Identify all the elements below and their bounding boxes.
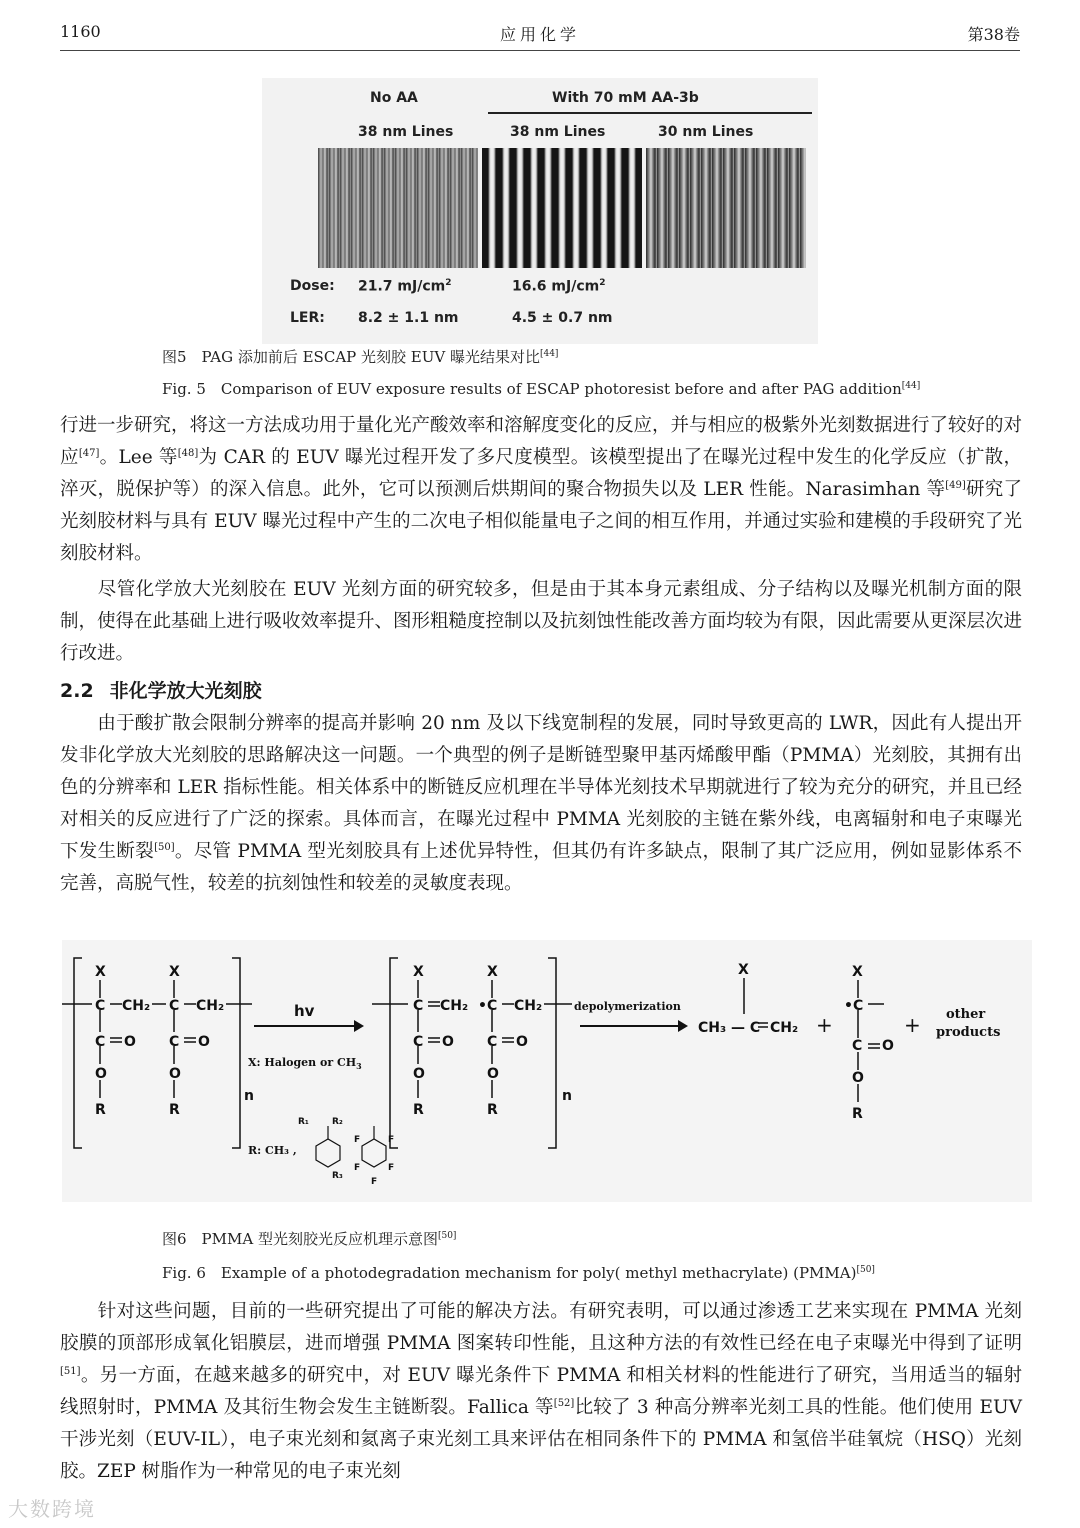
svg-text:R₁: R₁ — [298, 1117, 309, 1127]
svg-text:O: O — [198, 1034, 210, 1050]
svg-text:O: O — [852, 1070, 864, 1086]
paragraph-3: 由于酸扩散会限制分辨率的提高并影响 20 nm 及以下线宽制程的发展，同时导致更高的 LWR，因此有人提出开发非化学放大光刻胶的思路解决这一问题。一个典型的例子是断链型聚甲基丙烯酸甲酯（PMMA）光刻胶，其拥有出色的分辨率和 LER 指标性能。相关体系中的断链反应机理在半导体光刻技术早期就进行了较为充分的研究，并且已经对相关的反应进行了广泛的探索。具体而言，在曝光过程中 PMMA 光刻胶的主链在紫外线，电离辐射和电子束曝光下发生断裂[50]。尽管 PMMA 型光刻胶具有上述优异特性，但其仍有许多缺点，限制了其广泛应用，例如显影体系不完善，高脱气性，较差的抗刻蚀性和较差的灵敏度表现。 — [60, 713, 1022, 894]
svg-text:C: C — [413, 998, 424, 1014]
svg-text:X: X — [413, 964, 424, 980]
svg-text:C: C — [487, 1034, 498, 1050]
r-definition: R: CH₃ , — [248, 1144, 297, 1157]
svg-text:CH₂: CH₂ — [440, 998, 469, 1014]
svg-text:other: other — [946, 1007, 986, 1022]
paragraph-1: 行进一步研究，将这一方法成功用于量化光产酸效率和溶解度变化的反应，并与相应的极紫外光刻数据进行了较好的对应[47]。Lee 等[48]为 CAR 的 EUV 曝光过程开发了多尺度模型。该模型提出了在曝光过程中发生的化学反应（扩散，淬灭，脱保护等）的深入信息。此外，它可以预测后烘期间的聚合物损失以及 LER 性能。Narasimhan 等[49]研究了光刻胶材料与具有 EUV 曝光过程中产生的二次电子相似能量电子之间的相互作用，并通过实验和建模的手段研究了光刻胶材料。 — [60, 415, 1023, 564]
group-underline — [488, 112, 812, 114]
svg-text:CH₂: CH₂ — [122, 998, 151, 1014]
svg-text:products: products — [936, 1025, 1001, 1040]
svg-text:O: O — [882, 1038, 894, 1054]
svg-text:F: F — [371, 1177, 378, 1187]
svg-text:R₂: R₂ — [332, 1117, 343, 1127]
svg-text:•C: •C — [478, 998, 498, 1014]
svg-text:CH₂: CH₂ — [514, 998, 543, 1014]
svg-text:O: O — [95, 1066, 107, 1082]
svg-text:R: R — [95, 1102, 106, 1118]
sub-title-2: 38 nm Lines — [510, 124, 606, 140]
svg-text:X: X — [852, 964, 863, 980]
svg-text:O: O — [487, 1066, 499, 1082]
svg-text:R₃: R₃ — [332, 1171, 343, 1181]
watermark: 大数跨境 — [8, 1497, 96, 1521]
dose-value-1: 21.7 $mJ/cm^2$ — [358, 278, 452, 295]
dose-label: Dose: — [290, 278, 335, 294]
svg-text:n: n — [562, 1088, 572, 1104]
svg-text:X: X — [487, 964, 498, 980]
ler-value-1: 8.2 ± 1.1 nm — [358, 310, 459, 326]
figure-6-caption-en: Fig. 6 Example of a photodegradation mechanism for poly( methyl methacrylate) (PMMA)[50] — [162, 1264, 875, 1282]
hv-label: hv — [294, 1002, 315, 1020]
sem-image-30nm — [646, 148, 806, 268]
paragraph-4: 针对这些问题，目前的一些研究提出了可能的解决方法。有研究表明，可以通过渗透工艺来实现在 PMMA 光刻胶膜的顶部形成氧化铝膜层，进而增强 PMMA 图案转印性能，且这种方法的有效性已经在电子束曝光中得到了证明[51]。另一方面，在越来越多的研究中，对 EUV 曝光条件下 PMMA 和相关材料的性能进行了研究，当用适当的辐射线照射时，PMMA 及其衍生物会发生主链断裂。Fallica 等[52]比较了 3 种高分辨率光刻工具的性能。他们使用 EUV 干涉光刻（EUV-IL），电子束光刻和氦离子束光刻工具来评估在相同条件下的 PMMA 和氢倍半硅氧烷（HSQ）光刻胶。ZEP 树脂作为一种常见的电子束光刻 — [60, 1301, 1022, 1482]
svg-text:O: O — [442, 1034, 454, 1050]
svg-text:F: F — [354, 1163, 361, 1173]
svg-text:C: C — [95, 1034, 106, 1050]
ler-value-2: 4.5 ± 0.7 nm — [512, 310, 613, 326]
svg-text:O: O — [413, 1066, 425, 1082]
volume-label: 第38卷 — [967, 25, 1020, 44]
dose-value-2: 16.6 $mJ/cm^2$ — [512, 278, 606, 295]
col1-title: No AA — [370, 90, 418, 106]
depolymerization-label: depolymerization — [574, 1000, 681, 1013]
section-heading: 2.2 非化学放大光刻胶 — [60, 680, 262, 702]
sub-title-1: 38 nm Lines — [358, 124, 454, 140]
x-label: X — [95, 964, 106, 980]
x-label: X — [169, 964, 180, 980]
reaction-scheme — [62, 940, 1032, 1202]
x-definition: X: Halogen or $CH_3$ — [248, 1056, 362, 1071]
svg-text:C: C — [95, 998, 106, 1014]
figure-6-caption-cn: 图6 PMMA 型光刻胶光反应机理示意图[50] — [162, 1230, 457, 1248]
sem-image-38nm — [482, 148, 642, 268]
figure-5-caption-en: Fig. 5 Comparison of EUV exposure results of ESCAP photoresist before and after PAG addition[44] — [162, 380, 921, 398]
paragraph-2: 尽管化学放大光刻胶在 EUV 光刻方面的研究较多，但是由于其本身元素组成、分子结构以及曝光机制方面的限制，使得在此基础上进行吸收效率提升、图形粗糙度控制以及抗刻蚀性能改善方面均较为有限，因此需要从更深层次进行改进。 — [60, 579, 1023, 664]
svg-text:O: O — [516, 1034, 528, 1050]
svg-text:CH₃ — C: CH₃ — C — [698, 1020, 761, 1036]
figure-5 — [262, 78, 818, 344]
svg-text:F: F — [354, 1135, 361, 1145]
svg-text:C: C — [413, 1034, 424, 1050]
figure-5-caption-cn: 图5 PAG 添加前后 ESCAP 光刻胶 EUV 曝光结果对比[44] — [162, 348, 559, 366]
svg-text:•C: •C — [844, 998, 864, 1014]
running-header — [60, 22, 1020, 48]
svg-text:F: F — [388, 1135, 395, 1145]
journal-name: 应用化学 — [499, 25, 580, 44]
svg-text:C: C — [169, 998, 180, 1014]
page-number: 1160 — [60, 22, 101, 41]
figure-6 — [62, 940, 1032, 1202]
svg-text:R: R — [852, 1106, 863, 1122]
svg-text:+: + — [816, 1013, 833, 1037]
svg-text:R: R — [487, 1102, 498, 1118]
sub-title-3: 30 nm Lines — [658, 124, 754, 140]
group-title: With 70 mM AA-3b — [552, 90, 699, 106]
sem-image-no-aa — [318, 148, 478, 268]
svg-text:R: R — [169, 1102, 180, 1118]
svg-text:O: O — [124, 1034, 136, 1050]
svg-text:C: C — [852, 1038, 863, 1054]
svg-text:CH₂: CH₂ — [770, 1020, 799, 1036]
svg-text:C: C — [169, 1034, 180, 1050]
svg-text:R: R — [413, 1102, 424, 1118]
n-subscript: n — [244, 1088, 254, 1104]
svg-text:+: + — [904, 1013, 921, 1037]
svg-text:CH₂: CH₂ — [196, 998, 225, 1014]
ler-label: LER: — [290, 310, 325, 326]
svg-text:F: F — [388, 1163, 395, 1173]
svg-text:X: X — [738, 962, 749, 978]
svg-text:O: O — [169, 1066, 181, 1082]
header-rule — [60, 50, 1020, 51]
